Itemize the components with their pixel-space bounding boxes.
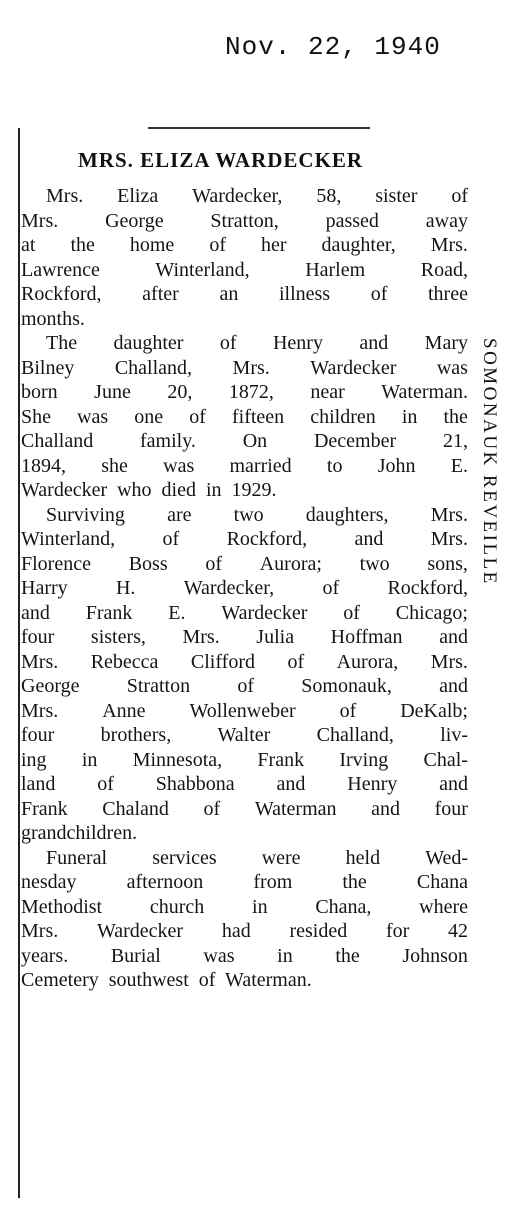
article-line: born June 20, 1872, near Waterman. bbox=[21, 381, 468, 403]
clipping-date: Nov. 22, 1940 bbox=[225, 32, 441, 62]
article-line: Methodist church in Chana, where bbox=[21, 895, 468, 918]
article-line: grandchildren. bbox=[21, 822, 138, 844]
article-line: Frank Chaland of Waterman and four bbox=[21, 797, 468, 820]
article-line: Mrs. Wardecker had resided for 42 bbox=[21, 920, 468, 942]
article-line: The daughter of Henry and Mary bbox=[46, 332, 468, 354]
article-line: Bilney Challand, Mrs. Wardecker was bbox=[21, 356, 468, 379]
article-line: Funeral services were held Wed- bbox=[46, 846, 468, 869]
article-line: Mrs. Rebecca Clifford of Aurora, Mrs. bbox=[21, 650, 468, 673]
article-line: Winterland, of Rockford, and Mrs. bbox=[21, 528, 468, 550]
article-line: four brothers, Walter Challand, liv- bbox=[21, 724, 468, 746]
article-line: Lawrence Winterland, Harlem Road, bbox=[21, 258, 468, 281]
article-line: Cemetery southwest of Waterman. bbox=[21, 969, 312, 991]
article-line: at the home of her daughter, Mrs. bbox=[21, 234, 468, 256]
article-line: Mrs. Eliza Wardecker, 58, sister of bbox=[46, 185, 468, 207]
article-line: Challand family. On December 21, bbox=[21, 430, 468, 452]
article-line: years. Burial was in the Johnson bbox=[21, 944, 468, 967]
article-line: ing in Minnesota, Frank Irving Chal- bbox=[21, 748, 468, 771]
article-line: months. bbox=[21, 307, 85, 330]
article-line: 1894, she was married to John E. bbox=[21, 454, 468, 477]
article-line: Harry H. Wardecker, of Rockford, bbox=[21, 577, 468, 599]
article-line: Rockford, after an illness of three bbox=[21, 283, 468, 305]
article-line: land of Shabbona and Henry and bbox=[21, 773, 468, 795]
article-line: George Stratton of Somonauk, and bbox=[21, 675, 468, 697]
article-body bbox=[18, 184, 468, 993]
article-line: Florence Boss of Aurora; two sons, bbox=[21, 552, 468, 575]
article-line: Mrs. Anne Wollenweber of DeKalb; bbox=[21, 699, 468, 722]
headline-rule bbox=[148, 127, 370, 129]
article-line: Mrs. George Stratton, passed away bbox=[21, 209, 468, 232]
article-line: Wardecker who died in 1929. bbox=[21, 479, 277, 501]
headline: MRS. ELIZA WARDECKER bbox=[78, 148, 364, 172]
newspaper-source: SOMONAUK REVEILLE bbox=[479, 338, 500, 586]
article-line: and Frank E. Wardecker of Chicago; bbox=[21, 601, 468, 624]
article-line: nesday afternoon from the Chana bbox=[21, 871, 468, 893]
article-line: four sisters, Mrs. Julia Hoffman and bbox=[21, 626, 468, 648]
article-line: Surviving are two daughters, Mrs. bbox=[46, 503, 468, 526]
article-line: She was one of fifteen children in the bbox=[21, 405, 468, 428]
